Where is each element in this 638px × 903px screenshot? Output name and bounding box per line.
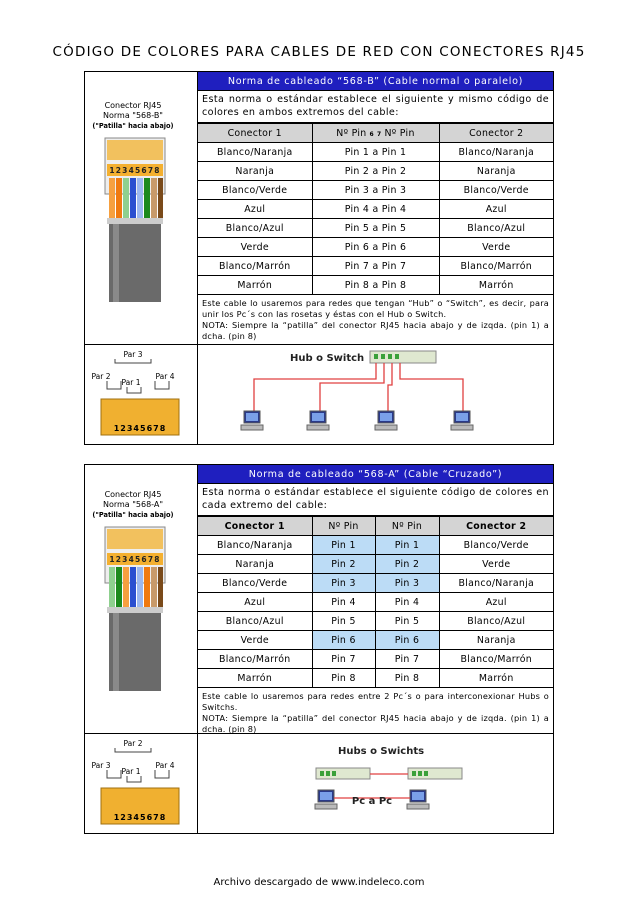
table-cell: Marrón: [198, 276, 312, 295]
wires-568a: [109, 567, 163, 607]
column-header: Nº Pin: [312, 517, 375, 536]
section-568a: [84, 464, 554, 834]
table-cell: Pin 5: [312, 612, 375, 631]
table-cell: Pin 4: [312, 593, 375, 612]
color-table-568b: [198, 123, 553, 295]
connector-caption-line1: Conector RJ45: [104, 101, 162, 110]
table-cell: Pin 8 a Pin 8: [312, 276, 439, 295]
note-text: Este cable lo usaremos para redes entre 2 Pc´s o para interconexionar Hubs o Switchs.: [202, 691, 549, 712]
column-header: Nº Pin: [375, 517, 439, 536]
table-header-row: [198, 517, 553, 536]
table-cell: Blanco/Verde: [198, 181, 312, 200]
table-cell: Pin 3: [312, 574, 375, 593]
rj45-contacts: [107, 529, 163, 549]
stray-digit: 7: [377, 130, 382, 138]
pair-label: Par 2: [123, 739, 143, 748]
table-cell: Pin 5 a Pin 5: [312, 219, 439, 238]
connector-caption-line3: ("Patilla" hacia abajo): [92, 511, 174, 519]
connector-caption-line2: Norma "568-B": [103, 111, 163, 120]
network-links: [254, 363, 463, 411]
column-header: Conector 1: [198, 124, 312, 143]
connector-illustration-568b: [85, 72, 198, 344]
column-header: Nº Pin: [384, 127, 415, 139]
switch-icon: [408, 768, 462, 779]
connector-caption-line1: Conector RJ45: [104, 490, 162, 499]
table-cell: Pin 2: [312, 555, 375, 574]
table-row: [198, 181, 553, 200]
table-cell: Pin 8: [312, 669, 375, 688]
table-cell: Azul: [198, 200, 312, 219]
table-cell: Naranja: [439, 162, 553, 181]
table-cell: Pin 8: [375, 669, 439, 688]
pc-icons: [241, 411, 473, 430]
wires-568b: [109, 178, 163, 218]
pc-icon: [315, 790, 337, 809]
table-cell: Blanco/Naranja: [439, 574, 553, 593]
table-cell: Pin 7: [375, 650, 439, 669]
switch-icon: [370, 351, 436, 363]
note-text: NOTA: Siempre la “patilla” del conector RJ45 hacia abajo y de izqda. (pin 1) a dcha. (pin 8): [202, 713, 549, 734]
connector-illustration-568a: [85, 465, 198, 733]
column-header: Conector 1: [198, 517, 312, 536]
table-cell: Naranja: [198, 162, 312, 181]
pair-label: Par 3: [91, 761, 111, 770]
table-cell: Blanco/Verde: [439, 181, 553, 200]
connector-caption-line2: Norma "568-A": [102, 500, 164, 509]
stray-digit: 6: [369, 130, 374, 138]
pin-numbers: 12345678: [113, 424, 167, 433]
table-row: [198, 257, 553, 276]
table-row: [198, 612, 553, 631]
table-row: [198, 593, 553, 612]
table-cell: Azul: [439, 200, 553, 219]
table-cell: Blanco/Naranja: [439, 143, 553, 162]
table-cell: Pin 1 a Pin 1: [312, 143, 439, 162]
content-568b: [198, 72, 553, 345]
pair-label: Par 4: [155, 761, 175, 770]
note-text: Este cable lo usaremos para redes que tengan “Hub” o “Switch”, es decir, para unir los Pc´s con las rosetas y éstas con el Hub o Switch.: [202, 298, 549, 319]
table-header-row: [198, 124, 553, 143]
table-row: [198, 219, 553, 238]
table-row: [198, 536, 553, 555]
table-cell: Marrón: [198, 669, 312, 688]
table-row: [198, 631, 553, 650]
pairs-diagram-568a: [85, 733, 198, 833]
table-cell: Blanco/Marrón: [198, 257, 312, 276]
table-cell: Blanco/Azul: [198, 612, 312, 631]
table-cell: Pin 5: [375, 612, 439, 631]
table-cell: Pin 7 a Pin 7: [312, 257, 439, 276]
table-cell: Blanco/Marrón: [439, 257, 553, 276]
section-note: [198, 688, 553, 738]
table-cell: Blanco/Azul: [198, 219, 312, 238]
table-cell: Pin 4: [375, 593, 439, 612]
table-cell: Pin 6: [375, 631, 439, 650]
diagram-label: Hubs o Swichts: [338, 746, 425, 757]
section-568b: [84, 71, 554, 445]
table-cell: Verde: [439, 555, 553, 574]
network-diagram-568a: [198, 733, 553, 833]
table-cell: Blanco/Verde: [439, 536, 553, 555]
table-row: [198, 574, 553, 593]
table-cell: Pin 2 a Pin 2: [312, 162, 439, 181]
table-cell: Blanco/Marrón: [439, 650, 553, 669]
pin-numbers: 12345678: [113, 813, 167, 822]
table-cell: Blanco/Naranja: [198, 536, 312, 555]
column-header: Conector 2: [439, 517, 553, 536]
table-cell: Pin 3: [375, 574, 439, 593]
table-cell: Verde: [198, 631, 312, 650]
table-row: [198, 276, 553, 295]
table-row: [198, 669, 553, 688]
section-note: [198, 295, 553, 345]
table-cell: Pin 7: [312, 650, 375, 669]
table-cell: Pin 6: [312, 631, 375, 650]
color-table-568a: [198, 516, 553, 688]
table-row: [198, 162, 553, 181]
table-cell: Naranja: [198, 555, 312, 574]
table-cell: Azul: [198, 593, 312, 612]
table-cell: Verde: [439, 238, 553, 257]
section-header: Norma de cableado “568-A” (Cable “Cruzado”): [198, 465, 553, 484]
table-row: [198, 238, 553, 257]
table-cell: Pin 1: [375, 536, 439, 555]
diagram-label: Hub o Switch: [290, 353, 365, 364]
table-cell: Pin 1: [312, 536, 375, 555]
document-title: CÓDIGO DE COLORES PARA CABLES DE RED CON CONECTORES RJ45: [52, 44, 586, 60]
pin-numbers: 12345678: [109, 166, 161, 175]
table-row: [198, 650, 553, 669]
table-row: [198, 555, 553, 574]
pairs-diagram-568b: [85, 344, 198, 444]
column-header: Conector 2: [439, 124, 553, 143]
pair-label: Par 1: [121, 378, 141, 387]
table-cell: Pin 4 a Pin 4: [312, 200, 439, 219]
content-568a: [198, 465, 553, 738]
column-header: Nº Pin: [336, 127, 367, 139]
section-header: Norma de cableado “568-B” (Cable normal o paralelo): [198, 72, 553, 91]
pair-label: Par 4: [155, 372, 175, 381]
table-cell: Blanco/Naranja: [198, 143, 312, 162]
table-cell: Naranja: [439, 631, 553, 650]
rj45-contacts: [107, 140, 163, 160]
pair-label: Par 1: [121, 767, 141, 776]
table-cell: Marrón: [439, 276, 553, 295]
table-row: [198, 143, 553, 162]
pc-icon: [407, 790, 429, 809]
section-intro: Esta norma o estándar establece el siguiente y mismo código de colores en ambos extremos del cable:: [198, 91, 553, 123]
section-intro: Esta norma o estándar establece el siguiente código de colores en cada extremo del cable:: [198, 484, 553, 516]
note-text: NOTA: Siempre la “patilla” del conector RJ45 hacia abajo y de izqda. (pin 1) a dcha. (pin 8): [202, 320, 549, 341]
network-diagram-568b: [198, 344, 553, 444]
column-header-pins: [312, 124, 439, 143]
table-cell: Blanco/Verde: [198, 574, 312, 593]
table-cell: Blanco/Azul: [439, 219, 553, 238]
table-cell: Verde: [198, 238, 312, 257]
table-cell: Marrón: [439, 669, 553, 688]
table-cell: Azul: [439, 593, 553, 612]
table-cell: Pin 2: [375, 555, 439, 574]
pair-label: Par 3: [123, 350, 143, 359]
pin-numbers: 12345678: [109, 555, 161, 564]
table-cell: Pin 6 a Pin 6: [312, 238, 439, 257]
switch-icon: [316, 768, 370, 779]
table-row: [198, 200, 553, 219]
table-cell: Blanco/Marrón: [198, 650, 312, 669]
footer-source: Archivo descargado de www.indeleco.com: [213, 877, 425, 888]
table-cell: Pin 3 a Pin 3: [312, 181, 439, 200]
connector-caption-line3: ("Patilla" hacia abajo): [92, 122, 174, 130]
table-cell: Blanco/Azul: [439, 612, 553, 631]
pair-label: Par 2: [91, 372, 111, 381]
diagram-label-2: Pc a Pc: [351, 796, 393, 807]
